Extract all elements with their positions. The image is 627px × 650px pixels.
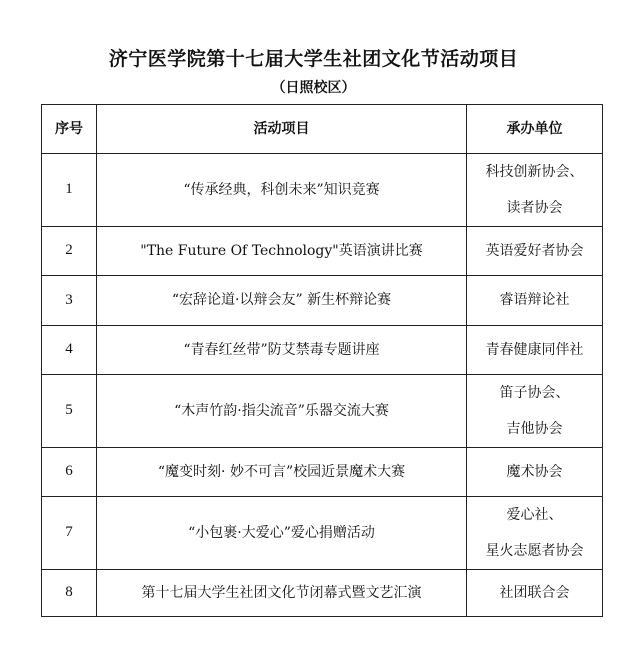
organizer-line: 读者协会 <box>506 200 563 216</box>
document-subtitle: （日照校区） <box>271 80 356 96</box>
organizer-line: 星火志愿者协会 <box>485 543 584 559</box>
row-activity: “传承经典，科创未来”知识竞赛 <box>97 154 467 227</box>
organizer-line: 青春健康同伴社 <box>485 341 584 358</box>
row-number: 3 <box>42 276 97 326</box>
header-activity: 活动项目 <box>97 105 467 154</box>
row-number: 2 <box>42 227 97 276</box>
row-organizer <box>467 227 603 276</box>
organizer-line: 科技创新协会、 <box>485 164 584 180</box>
organizer-line: 英语爱好者协会 <box>485 242 584 259</box>
organizer-line: 睿语辩论社 <box>499 292 570 309</box>
row-number: 4 <box>42 326 97 375</box>
organizer-line: 爱心社、 <box>506 507 563 523</box>
row-activity: "The Future Of Technology"英语演讲比赛 <box>97 227 467 276</box>
header-organizer: 承办单位 <box>467 105 603 154</box>
organizer-line: 吉他协会 <box>506 421 563 437</box>
row-activity: “魔变时刻· 妙不可言”校园近景魔术大赛 <box>97 448 467 497</box>
row-activity: “青春红丝带”防艾禁毒专题讲座 <box>97 326 467 375</box>
organizer-line: 魔术协会 <box>506 463 563 480</box>
row-activity: “小包裹·大爱心”爱心捐赠活动 <box>97 497 467 570</box>
row-organizer <box>467 154 603 227</box>
row-number: 5 <box>42 375 97 448</box>
row-organizer <box>467 276 603 326</box>
row-organizer <box>467 497 603 570</box>
row-activity: 第十七届大学生社团文化节闭幕式暨文艺汇演 <box>97 570 467 617</box>
row-number: 7 <box>42 497 97 570</box>
row-number: 1 <box>42 154 97 227</box>
row-organizer <box>467 375 603 448</box>
table-row <box>42 276 603 326</box>
table-row <box>42 154 603 227</box>
row-number: 6 <box>42 448 97 497</box>
row-organizer <box>467 448 603 497</box>
table-row <box>42 497 603 570</box>
organizer-line: 笛子协会、 <box>499 385 570 401</box>
table-row <box>42 326 603 375</box>
table-header-row <box>42 105 603 154</box>
row-activity: “木声竹韵·指尖流音”乐器交流大赛 <box>97 375 467 448</box>
activity-table <box>41 104 603 617</box>
table-row <box>42 570 603 617</box>
organizer-line: 社团联合会 <box>499 584 570 601</box>
table-row <box>42 448 603 497</box>
table-row <box>42 375 603 448</box>
table-row <box>42 227 603 276</box>
row-organizer <box>467 326 603 375</box>
row-activity: “宏辞论道·以辩会友” 新生杯辩论赛 <box>97 276 467 326</box>
document-title: 济宁医学院第十七届大学生社团文化节活动项目 <box>108 48 519 70</box>
row-number: 8 <box>42 570 97 617</box>
row-organizer <box>467 570 603 617</box>
header-serial-number: 序号 <box>42 105 97 154</box>
